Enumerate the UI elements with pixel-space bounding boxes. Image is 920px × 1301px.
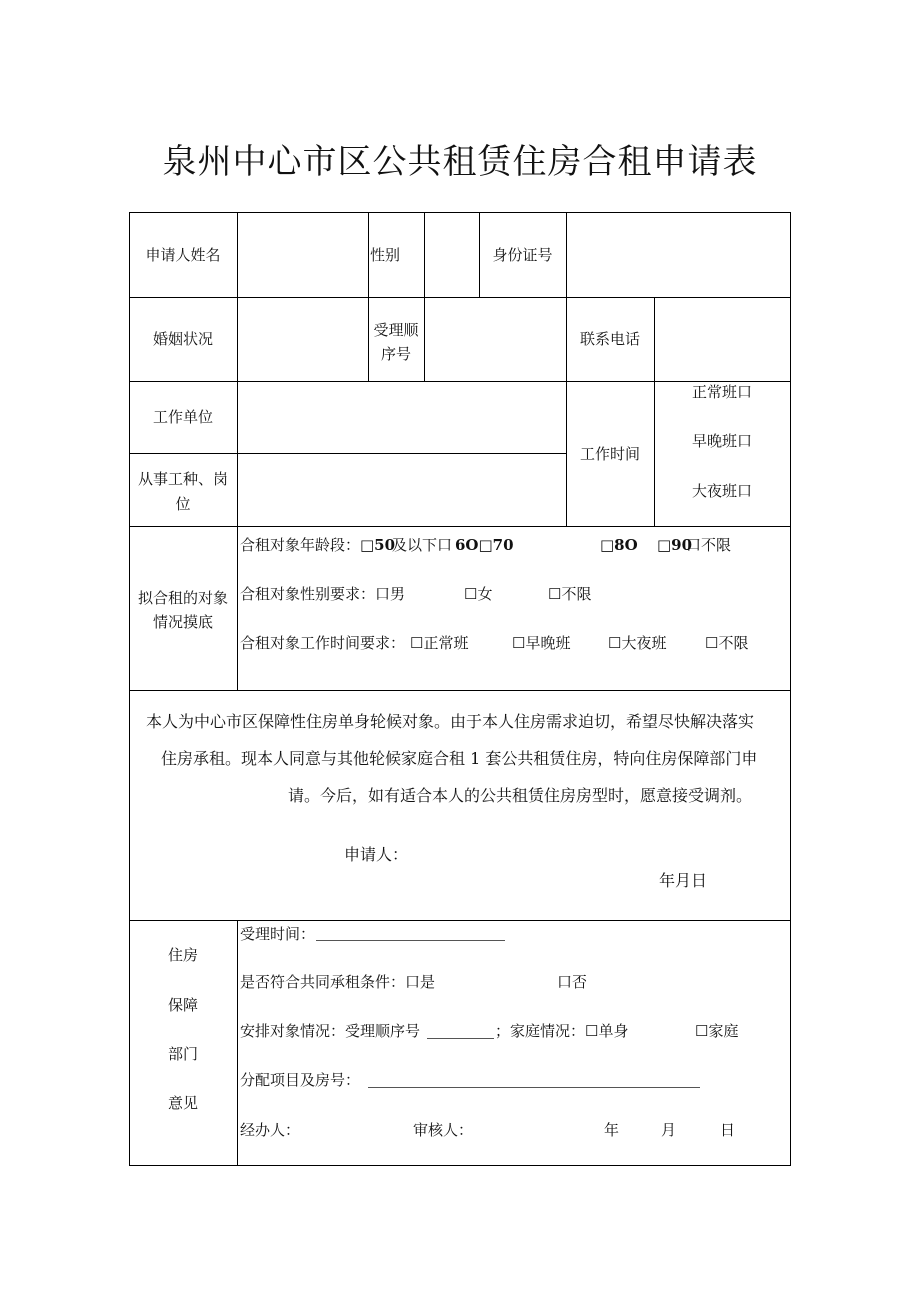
marital-status-label: 婚姻状况 — [152, 330, 213, 348]
phone-field[interactable] — [655, 298, 790, 381]
time-night-checkbox[interactable]: ☐大夜班 — [608, 634, 667, 652]
dept-label-3: 部门 — [167, 1045, 198, 1063]
partner-preferences-label-2: 情况摸底 — [152, 613, 213, 631]
col-divider — [368, 212, 369, 297]
age-50-text: 及以下口 — [392, 536, 453, 554]
job-position-label-2: 位 — [175, 495, 191, 513]
family-household-checkbox[interactable]: ☐家庭 — [695, 1022, 739, 1040]
age-any-checkbox[interactable]: 口不限 — [686, 536, 732, 554]
project-room-field[interactable] — [368, 1087, 700, 1088]
statement-line-3: 请。今后，如有适合本人的公共租赁住房房型时，愿意接受调剂。 — [288, 786, 753, 805]
marital-status-field[interactable] — [238, 298, 368, 381]
gender-any-checkbox[interactable]: ☐不限 — [548, 585, 592, 603]
partner-preferences-label: 拟合租的对象 — [137, 589, 228, 607]
age-80-checkbox[interactable]: □8O — [600, 536, 638, 554]
shift-normal-checkbox[interactable]: 正常班口 — [692, 383, 753, 401]
age-50-checkbox[interactable]: □50 — [360, 536, 396, 554]
table-border-left — [129, 212, 130, 1166]
eligible-no-checkbox[interactable]: 口否 — [557, 973, 588, 991]
table-border-right — [790, 212, 791, 1166]
col-divider — [237, 920, 238, 1166]
arrangement-label: 安排对象情况：受理顺序号 — [240, 1022, 421, 1040]
time-early-late-checkbox[interactable]: ☐早晚班 — [512, 634, 571, 652]
eligible-yes-checkbox[interactable]: 是否符合共同承租条件：口是 — [240, 973, 436, 991]
statement-line-2: 住房承租。现本人同意与其他轮候家庭合租 1 套公共租赁住房，特向住房保障部门申 — [161, 749, 758, 768]
row-divider — [129, 920, 791, 921]
acceptance-time-label: 受理时间： — [240, 925, 316, 943]
work-time-label: 工作时间 — [579, 445, 640, 463]
review-day: 日 — [720, 1121, 736, 1139]
order-number-field[interactable] — [427, 1038, 494, 1039]
row-divider — [129, 526, 791, 527]
employer-label: 工作单位 — [152, 408, 213, 426]
age-range-label: 合租对象年龄段： — [240, 536, 361, 554]
applicant-signature-label: 申请人： — [344, 845, 409, 864]
job-position-field[interactable] — [238, 454, 566, 526]
reviewer-label: 审核人： — [413, 1121, 474, 1139]
acceptance-order-label: 受理顺 — [373, 321, 419, 339]
work-time-req-label: 合租对象工作时间要求： — [240, 634, 406, 652]
dept-label-2: 保障 — [167, 996, 198, 1014]
id-number-label: 身份证号 — [492, 246, 553, 264]
acceptance-time-field[interactable] — [316, 940, 505, 941]
dept-label-4: 意见 — [167, 1094, 198, 1112]
job-position-label: 从事工种、岗 — [137, 470, 228, 488]
age-90-checkbox[interactable]: □90 — [657, 536, 693, 554]
row-divider — [129, 690, 791, 691]
time-any-checkbox[interactable]: ☐不限 — [705, 634, 749, 652]
review-year: 年 — [604, 1121, 620, 1139]
col-divider — [654, 381, 655, 526]
applicant-name-label: 申请人姓名 — [145, 246, 221, 264]
phone-label: 联系电话 — [579, 330, 640, 348]
gender-female-checkbox[interactable]: ☐女 — [464, 585, 493, 603]
acceptance-order-label-2: 序号 — [380, 345, 411, 363]
id-number-field[interactable] — [567, 213, 790, 297]
applicant-name-field[interactable] — [238, 213, 368, 297]
gender-label: 性别 — [370, 246, 401, 264]
review-month: 月 — [661, 1121, 677, 1139]
employer-field[interactable] — [238, 382, 566, 453]
table-border-bottom — [129, 1165, 791, 1166]
statement-date: 年月日 — [659, 871, 708, 890]
time-normal-checkbox[interactable]: ☐正常班 — [410, 634, 469, 652]
shift-night-checkbox[interactable]: 大夜班口 — [692, 482, 753, 500]
dept-label-1: 住房 — [167, 946, 198, 964]
gender-male-checkbox[interactable]: 合租对象性别要求：口男 — [240, 585, 406, 603]
acceptance-order-field[interactable] — [425, 298, 566, 381]
family-single-checkbox[interactable]: ；家庭情况：☐单身 — [495, 1022, 629, 1040]
handler-label: 经办人： — [240, 1121, 301, 1139]
age-60-70-checkbox[interactable]: 6O□70 — [455, 536, 514, 554]
statement-line-1: 本人为中心市区保障性住房单身轮候对象。由于本人住房需求迫切，希望尽快解决落实 — [146, 712, 755, 731]
page-title: 泉州中心市区公共租赁住房合租申请表 — [162, 142, 758, 182]
shift-early-late-checkbox[interactable]: 早晚班口 — [692, 432, 753, 450]
project-room-label: 分配项目及房号： — [240, 1071, 361, 1089]
gender-field[interactable] — [425, 213, 479, 297]
